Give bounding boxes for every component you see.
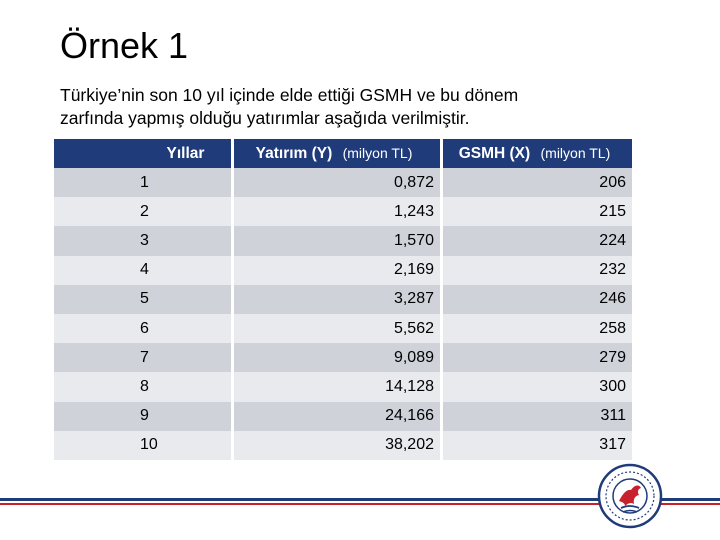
intro-line-2: zarfında yapmış olduğu yatırımlar aşağıda verilmiştir.: [60, 108, 470, 128]
table-row: [54, 285, 632, 314]
cell-year: 5: [54, 285, 233, 314]
table-row: [54, 343, 632, 372]
header-gnp-unit: (milyon TL): [540, 144, 611, 161]
cell-gnp: 215: [442, 197, 633, 226]
table-row: [54, 372, 632, 401]
data-table: [54, 139, 632, 460]
table-row: [54, 197, 632, 226]
header-investment-unit: (milyon TL): [342, 144, 413, 161]
cell-year: 3: [54, 226, 233, 255]
cell-gnp: 300: [442, 372, 633, 401]
cell-year: 1: [54, 168, 233, 197]
table-row: [54, 314, 632, 343]
cell-investment: 5,562: [233, 314, 442, 343]
header-investment: Yatırım (Y) (milyon TL): [233, 139, 442, 168]
intro-text: [60, 84, 620, 130]
cell-gnp: 317: [442, 431, 633, 460]
cell-investment: 14,128: [233, 372, 442, 401]
cell-gnp: 232: [442, 256, 633, 285]
cell-gnp: 246: [442, 285, 633, 314]
cell-year: 4: [54, 256, 233, 285]
slide-title: Örnek 1: [60, 25, 189, 66]
cell-investment: 38,202: [233, 431, 442, 460]
cell-investment: 2,169: [233, 256, 442, 285]
table-row: [54, 256, 632, 285]
cell-gnp: 311: [442, 402, 633, 431]
cell-gnp: 224: [442, 226, 633, 255]
university-seal-logo-icon: [597, 463, 663, 529]
intro-line-1: Türkiye’nin son 10 yıl içinde elde ettiği GSMH ve bu dönem: [60, 85, 519, 105]
cell-year: 8: [54, 372, 233, 401]
header-years: Yıllar: [54, 139, 233, 168]
cell-year: 9: [54, 402, 233, 431]
table-row: [54, 402, 632, 431]
cell-year: 6: [54, 314, 233, 343]
table-row: [54, 226, 632, 255]
cell-investment: 1,570: [233, 226, 442, 255]
cell-year: 7: [54, 343, 233, 372]
cell-investment: 1,243: [233, 197, 442, 226]
table-header-row: [54, 139, 632, 168]
table-row: [54, 431, 632, 460]
cell-investment: 0,872: [233, 168, 442, 197]
header-gnp: GSMH (X) (milyon TL): [442, 139, 633, 168]
cell-investment: 24,166: [233, 402, 442, 431]
cell-investment: 3,287: [233, 285, 442, 314]
table-row: [54, 168, 632, 197]
cell-gnp: 206: [442, 168, 633, 197]
cell-year: 2: [54, 197, 233, 226]
cell-investment: 9,089: [233, 343, 442, 372]
cell-gnp: 279: [442, 343, 633, 372]
cell-year: 10: [54, 431, 233, 460]
cell-gnp: 258: [442, 314, 633, 343]
